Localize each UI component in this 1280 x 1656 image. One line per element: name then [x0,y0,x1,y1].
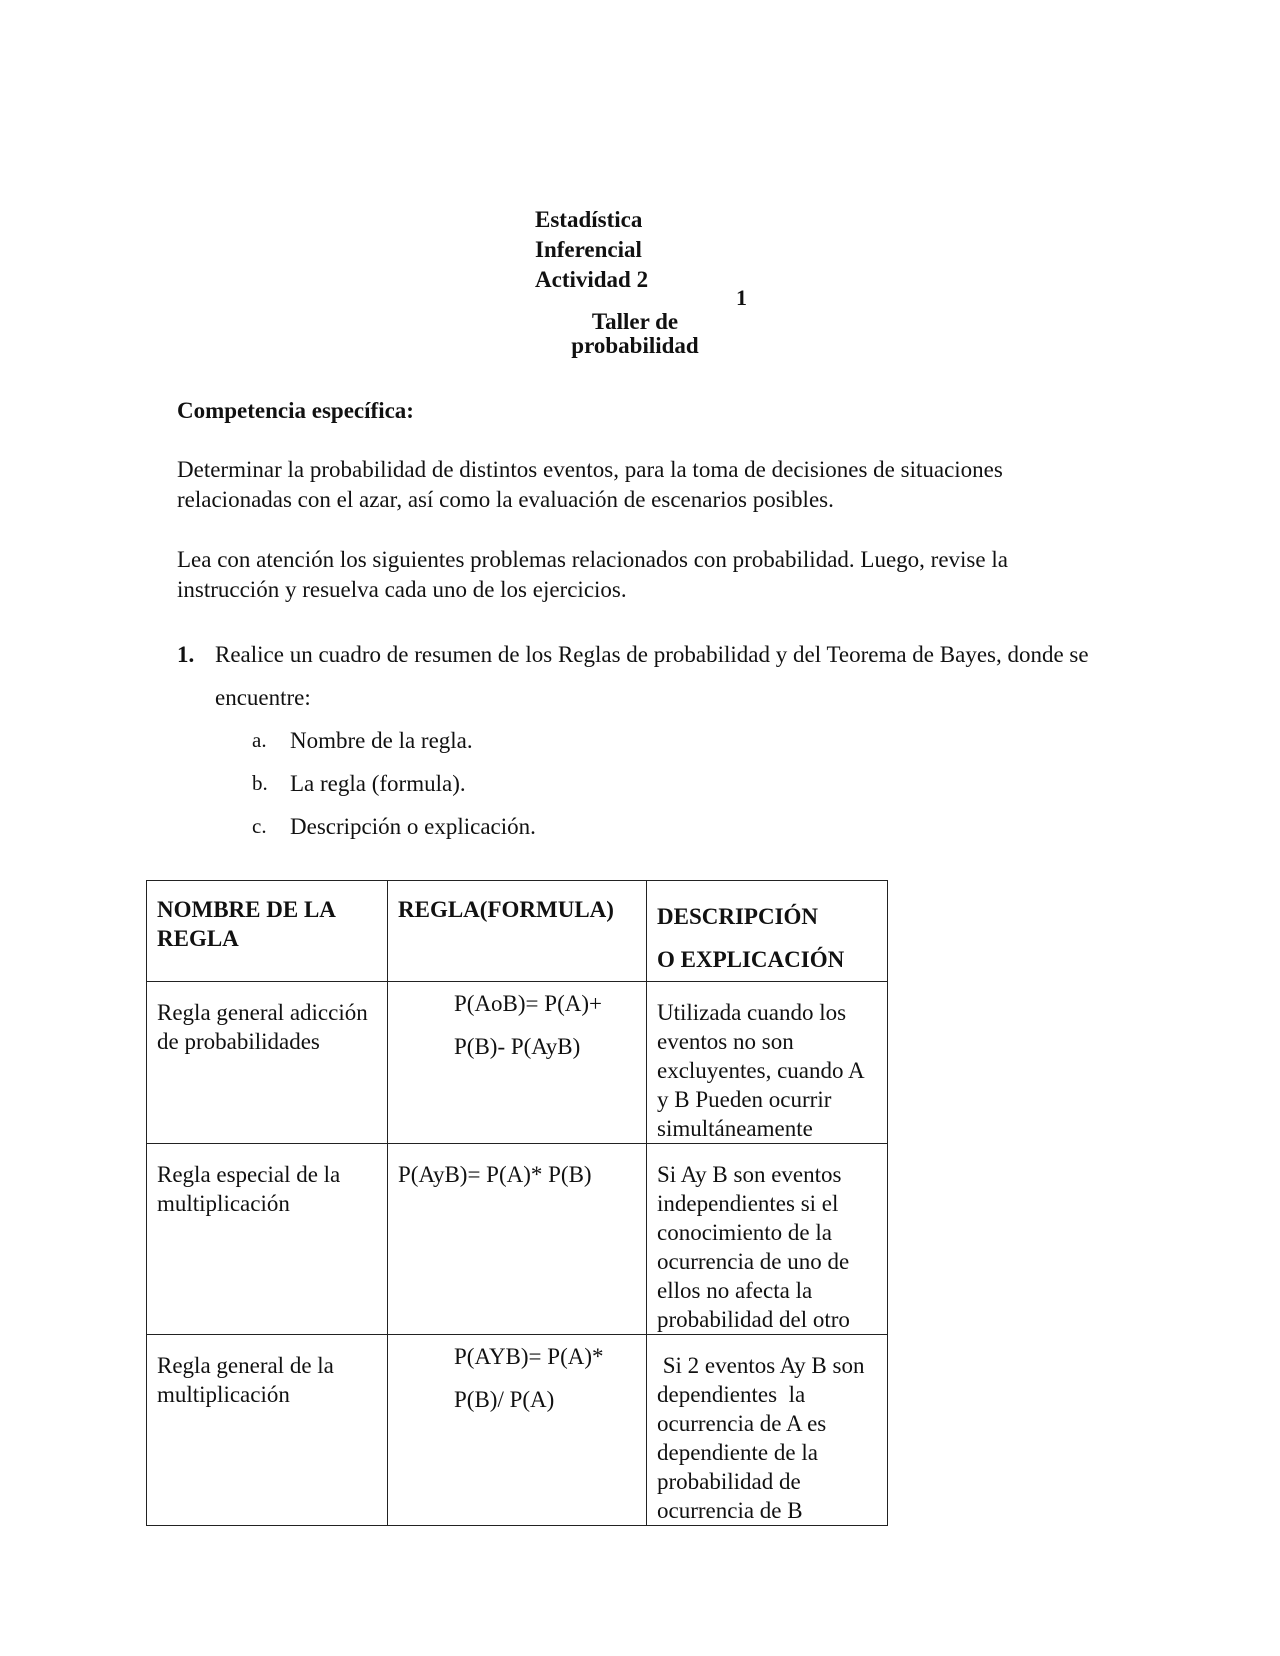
header-cell-name: NOMBRE DE LA REGLA [147,881,388,982]
sublist-letter: a. [252,728,267,752]
page-number: 1 [736,285,747,310]
cell-rule-description: Utilizada cuando los eventos no son excluyentes, cuando A y B Pueden ocurrir simultáneamente [647,982,888,1144]
formula-line-1: P(AYB)= P(A)* [454,1344,604,1369]
document-title [535,205,648,295]
title-line-activity: Actividad 2 [535,267,649,292]
formula-line-2: P(B)/ P(A) [454,1387,555,1412]
sublist-item [177,719,1097,762]
sublist [177,719,1097,848]
exercise-list [177,633,1097,848]
sublist-item [177,762,1097,805]
section-heading: Competencia específica: [177,398,414,423]
sublist-letter: b. [252,771,268,795]
sublist-item [177,805,1097,848]
table-header-row [147,881,888,982]
list-item-number: 1. [177,642,195,667]
header-cell-formula: REGLA(FORMULA) [388,881,647,982]
title-line-course: Inferencial [535,237,642,262]
table-row [147,982,888,1144]
table-row [147,1335,888,1526]
list-item-text: Realice un cuadro de resumen de los Reglas de probabilidad y del Teorema de Bayes, donde se encuentre: [215,642,1089,710]
cell-rule-name: Regla especial de la multiplicación [147,1144,388,1335]
competence-paragraph: Determinar la probabilidad de distintos eventos, para la toma de decisiones de situaciones relacionadas con el azar, así como la evaluación de escenarios posibles. [177,457,1003,512]
sublist-letter: c. [252,814,267,838]
document-subtitle [540,310,730,358]
cell-rule-name: Regla general de la multiplicación [147,1335,388,1526]
rules-summary-table [146,880,888,1526]
cell-rule-description: Si Ay B son eventos independientes si el conocimiento de la ocurrencia de uno de ellos no afecta la probabilidad del otro [647,1144,888,1335]
cell-rule-description: Si 2 eventos Ay B son dependientes la ocurrencia de A es dependiente de la probabilidad de ocurrencia de B [647,1335,888,1526]
header-desc-line-2: O EXPLICACIÓN [657,947,845,972]
sublist-text: Nombre de la regla. [290,728,473,753]
cell-rule-formula [388,982,647,1144]
sublist-text: La regla (formula). [290,771,466,796]
cell-rule-name: Regla general adicción de probabilidades [147,982,388,1144]
title-line-subject: Estadística [535,207,643,232]
header-cell-description [647,881,888,982]
instructions-paragraph: Lea con atención los siguientes problemas relacionados con probabilidad. Luego, revise la instrucción y resuelva cada uno de los ejercicios. [177,547,1008,602]
table-row [147,1144,888,1335]
sublist-text: Descripción o explicación. [290,814,536,839]
cell-rule-formula: P(AyB)= P(A)* P(B) [388,1144,647,1335]
header-desc-line-1: DESCRIPCIÓN [657,904,819,929]
cell-rule-formula [388,1335,647,1526]
subtitle-line-1: Taller de [591,309,679,334]
list-item [177,633,1097,719]
formula-line-2: P(B)- P(AyB) [454,1034,581,1059]
formula-line-1: P(AoB)= P(A)+ [454,991,602,1016]
subtitle-line-2: probabilidad [571,333,699,358]
